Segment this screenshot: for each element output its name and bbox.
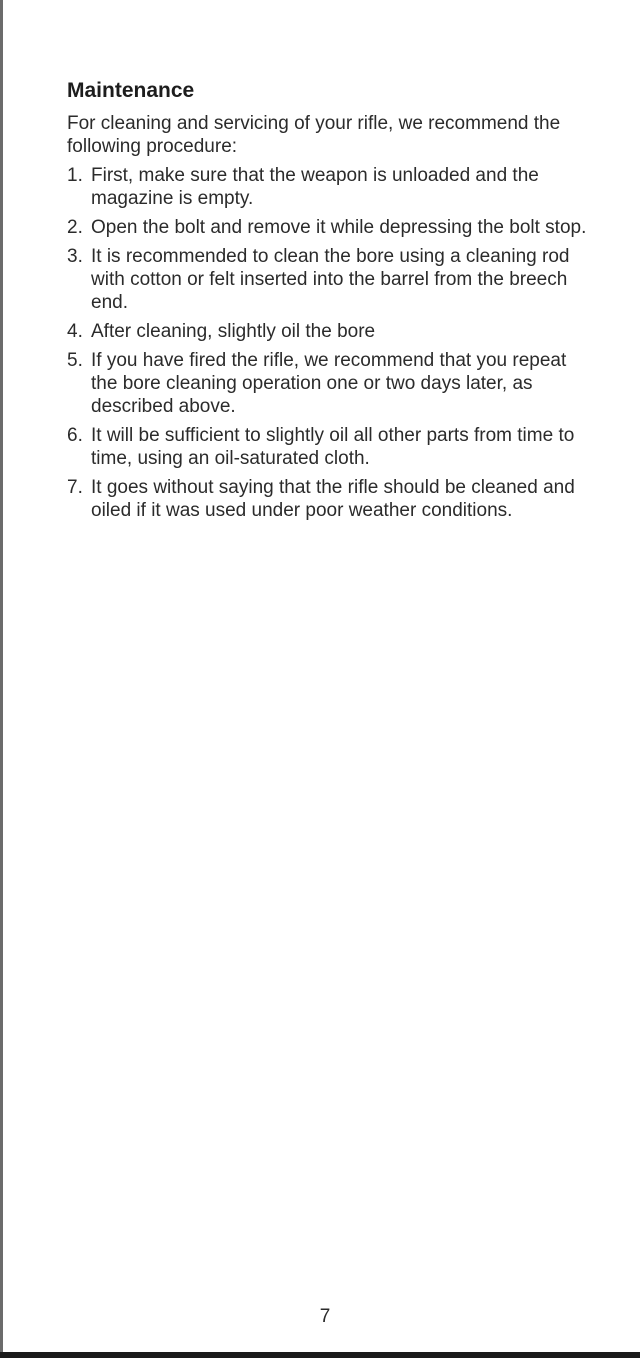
procedure-step-3: [67, 245, 597, 314]
step-number: 3.: [67, 246, 83, 267]
page-number: 7: [319, 1306, 331, 1327]
page-bottom-edge: [0, 1352, 640, 1358]
procedure-step-5: [67, 349, 597, 418]
procedure-step-4: [67, 320, 597, 343]
step-number: 6.: [67, 425, 83, 446]
step-text: It goes without saying that the rifle should be cleaned and oiled if it was used under poor weather conditions.: [91, 477, 575, 521]
procedure-step-7: [67, 476, 597, 522]
step-text: First, make sure that the weapon is unloaded and the magazine is empty.: [91, 165, 539, 209]
step-text: Open the bolt and remove it while depressing the bolt stop.: [91, 217, 587, 238]
section-heading: Maintenance: [67, 79, 195, 102]
procedure-list: [67, 164, 597, 522]
page-content: [67, 78, 597, 528]
intro-paragraph: For cleaning and servicing of your rifle, we recommend the following procedure:: [67, 113, 561, 157]
step-text: After cleaning, slightly oil the bore: [91, 321, 376, 342]
step-number: 2.: [67, 217, 83, 238]
procedure-step-1: [67, 164, 597, 210]
procedure-step-6: [67, 424, 597, 470]
step-text: It will be sufficient to slightly oil all other parts from time to time, using an oil-saturated cloth.: [91, 425, 575, 469]
step-number: 1.: [67, 165, 83, 186]
step-number: 7.: [67, 477, 83, 498]
step-number: 5.: [67, 350, 83, 371]
step-text: If you have fired the rifle, we recommend that you repeat the bore cleaning operation one or two days later, as described above.: [91, 350, 567, 417]
step-number: 4.: [67, 321, 83, 342]
procedure-step-2: [67, 216, 597, 239]
step-text: It is recommended to clean the bore using a cleaning rod with cotton or felt inserted into the barrel from the breech end.: [91, 246, 570, 313]
page-left-edge: [0, 0, 3, 1358]
